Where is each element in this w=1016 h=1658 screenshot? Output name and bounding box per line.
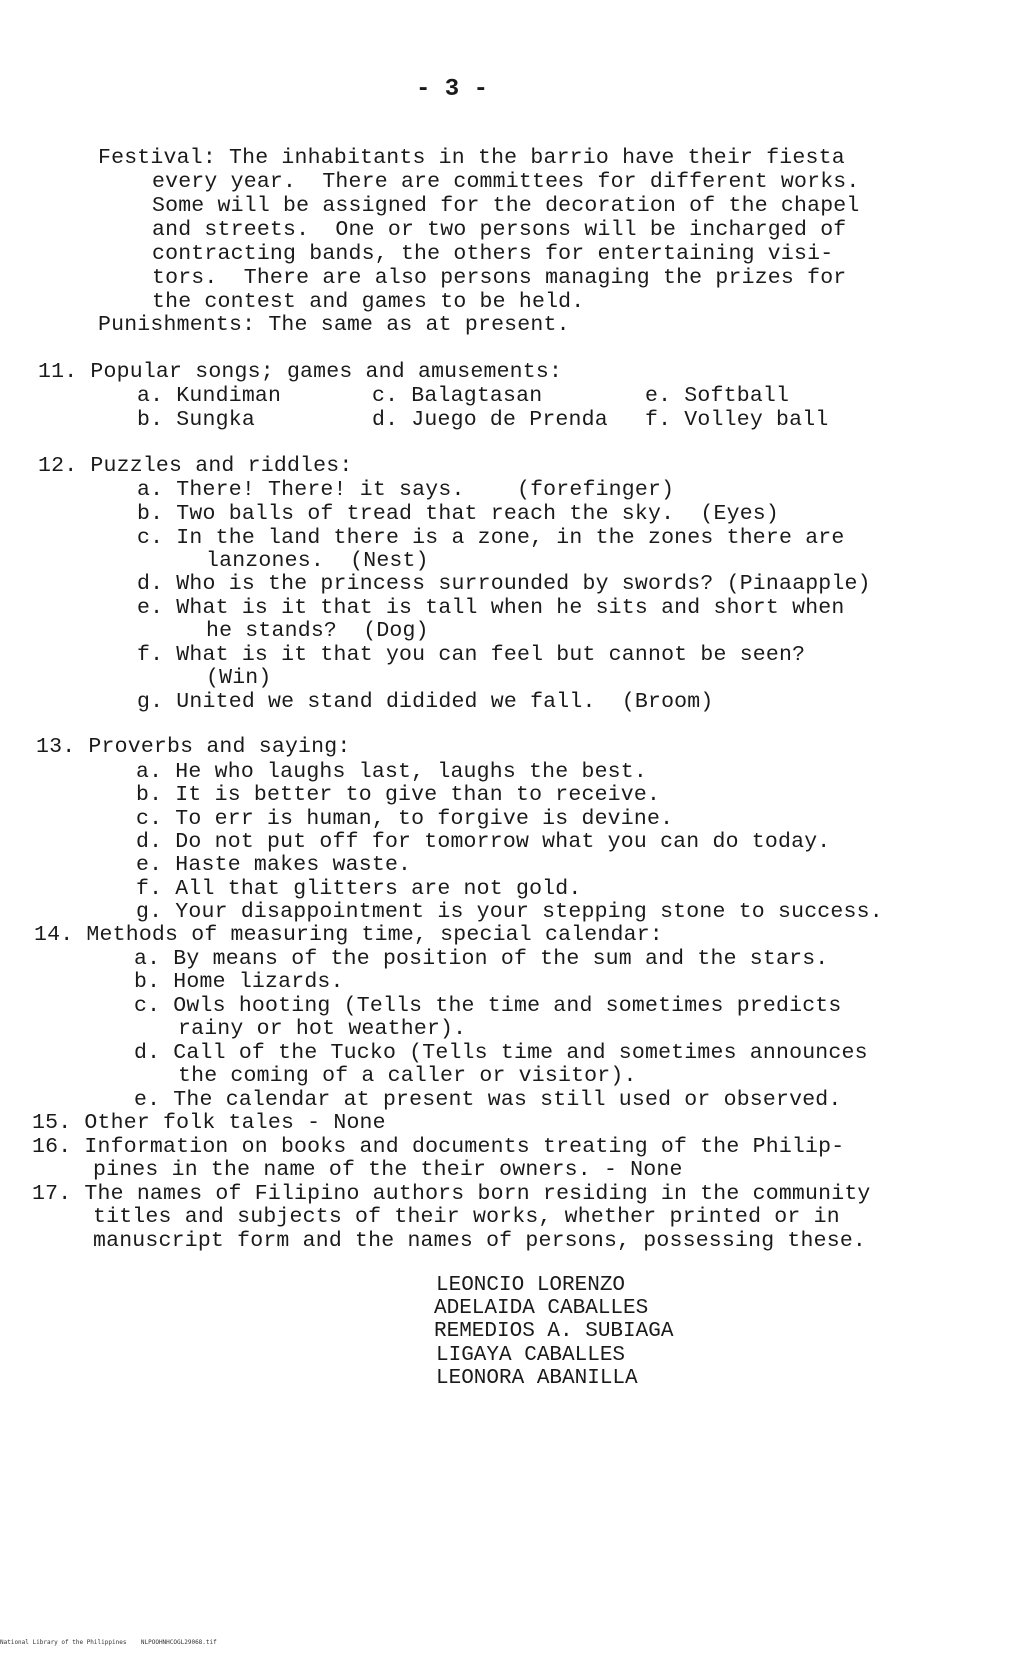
item-13-heading: 13. Proverbs and saying: — [36, 735, 351, 759]
signatory-4: LIGAYA CABALLES — [436, 1344, 626, 1367]
item-11-b: b. Sungka — [137, 408, 255, 432]
festival-line-5: contracting bands, the others for entertaining visi- — [152, 242, 834, 266]
item-17-line-2: titles and subjects of their works, whether printed or in — [93, 1205, 840, 1229]
festival-line-7: the contest and games to be held. — [152, 290, 585, 314]
item-13-f: f. All that glitters are not gold. — [136, 877, 582, 901]
archive-footer: National Library of the Philippines NLPOOHNHCOGL29068.tif — [0, 1639, 217, 1646]
signatory-1: LEONCIO LORENZO — [436, 1274, 626, 1297]
item-13-a: a. He who laughs last, laughs the best. — [136, 760, 647, 784]
item-12-heading: 12. Puzzles and riddles: — [38, 454, 353, 478]
item-13-d: d. Do not put off for tomorrow what you can do today. — [136, 830, 831, 854]
item-12-e-cont: he stands? (Dog) — [206, 619, 429, 643]
item-11-d: d. Juego de Prenda — [372, 408, 608, 432]
item-12-f: f. What is it that you can feel but cannot be seen? — [137, 643, 806, 667]
signatory-3: REMEDIOS A. SUBIAGA — [434, 1320, 674, 1343]
item-17-line-1: 17. The names of Filipino authors born residing in the community — [32, 1182, 871, 1206]
page-number: - 3 - — [416, 76, 489, 103]
festival-line-4: and streets. One or two persons will be incharged of — [152, 218, 847, 242]
item-13-e: e. Haste makes waste. — [136, 853, 412, 877]
item-14-d: d. Call of the Tucko (Tells time and sometimes announces — [134, 1041, 868, 1065]
item-11-heading: 11. Popular songs; games and amusements: — [38, 360, 563, 384]
item-16-line-1: 16. Information on books and documents treating of the Philip- — [32, 1135, 845, 1159]
item-14-e: e. The calendar at present was still used or observed. — [134, 1088, 842, 1112]
item-16-line-2: pines in the name of the their owners. - None — [93, 1158, 683, 1182]
item-14-b: b. Home lizards. — [134, 970, 344, 994]
item-14-c: c. Owls hooting (Tells the time and sometimes predicts — [134, 994, 842, 1018]
item-12-e: e. What is it that is tall when he sits and short when — [137, 596, 845, 620]
item-14-c-cont: rainy or hot weather). — [178, 1017, 467, 1041]
item-13-g: g. Your disappointment is your stepping stone to success. — [136, 900, 883, 924]
item-11-c: c. Balagtasan — [372, 384, 543, 408]
item-12-c: c. In the land there is a zone, in the zones there are — [137, 526, 845, 550]
signatory-5: LEONORA ABANILLA — [436, 1367, 638, 1390]
item-14-a: a. By means of the position of the sum and the stars. — [134, 947, 829, 971]
item-11-f: f. Volley ball — [645, 408, 829, 432]
punishments-line: Punishments: The same as at present. — [98, 313, 570, 337]
signatory-2: ADELAIDA CABALLES — [434, 1297, 649, 1320]
item-15: 15. Other folk tales - None — [32, 1111, 386, 1135]
item-12-d: d. Who is the princess surrounded by swords? (Pinaapple) — [137, 572, 871, 596]
festival-line-6: tors. There are also persons managing the prizes for — [152, 266, 847, 290]
item-11-a: a. Kundiman — [137, 384, 282, 408]
item-12-c-cont: lanzones. (Nest) — [206, 549, 429, 573]
item-13-b: b. It is better to give than to receive. — [136, 783, 661, 807]
item-17-line-3: manuscript form and the names of persons, possessing these. — [93, 1229, 867, 1253]
festival-line-1: Festival: The inhabitants in the barrio have their fiesta — [98, 146, 845, 170]
item-12-f-cont: (Win) — [206, 666, 272, 690]
item-11-e: e. Softball — [645, 384, 790, 408]
item-12-g: g. United we stand didided we fall. (Broom) — [137, 690, 714, 714]
item-13-c: c. To err is human, to forgive is devine. — [136, 807, 674, 831]
festival-line-2: every year. There are committees for different works. — [152, 170, 860, 194]
item-12-a: a. There! There! it says. (forefinger) — [137, 478, 675, 502]
item-14-heading: 14. Methods of measuring time, special calendar: — [34, 923, 663, 947]
festival-line-3: Some will be assigned for the decoration of the chapel — [152, 194, 860, 218]
item-12-b: b. Two balls of tread that reach the sky. (Eyes) — [137, 502, 780, 526]
item-14-d-cont: the coming of a caller or visitor). — [178, 1064, 637, 1088]
